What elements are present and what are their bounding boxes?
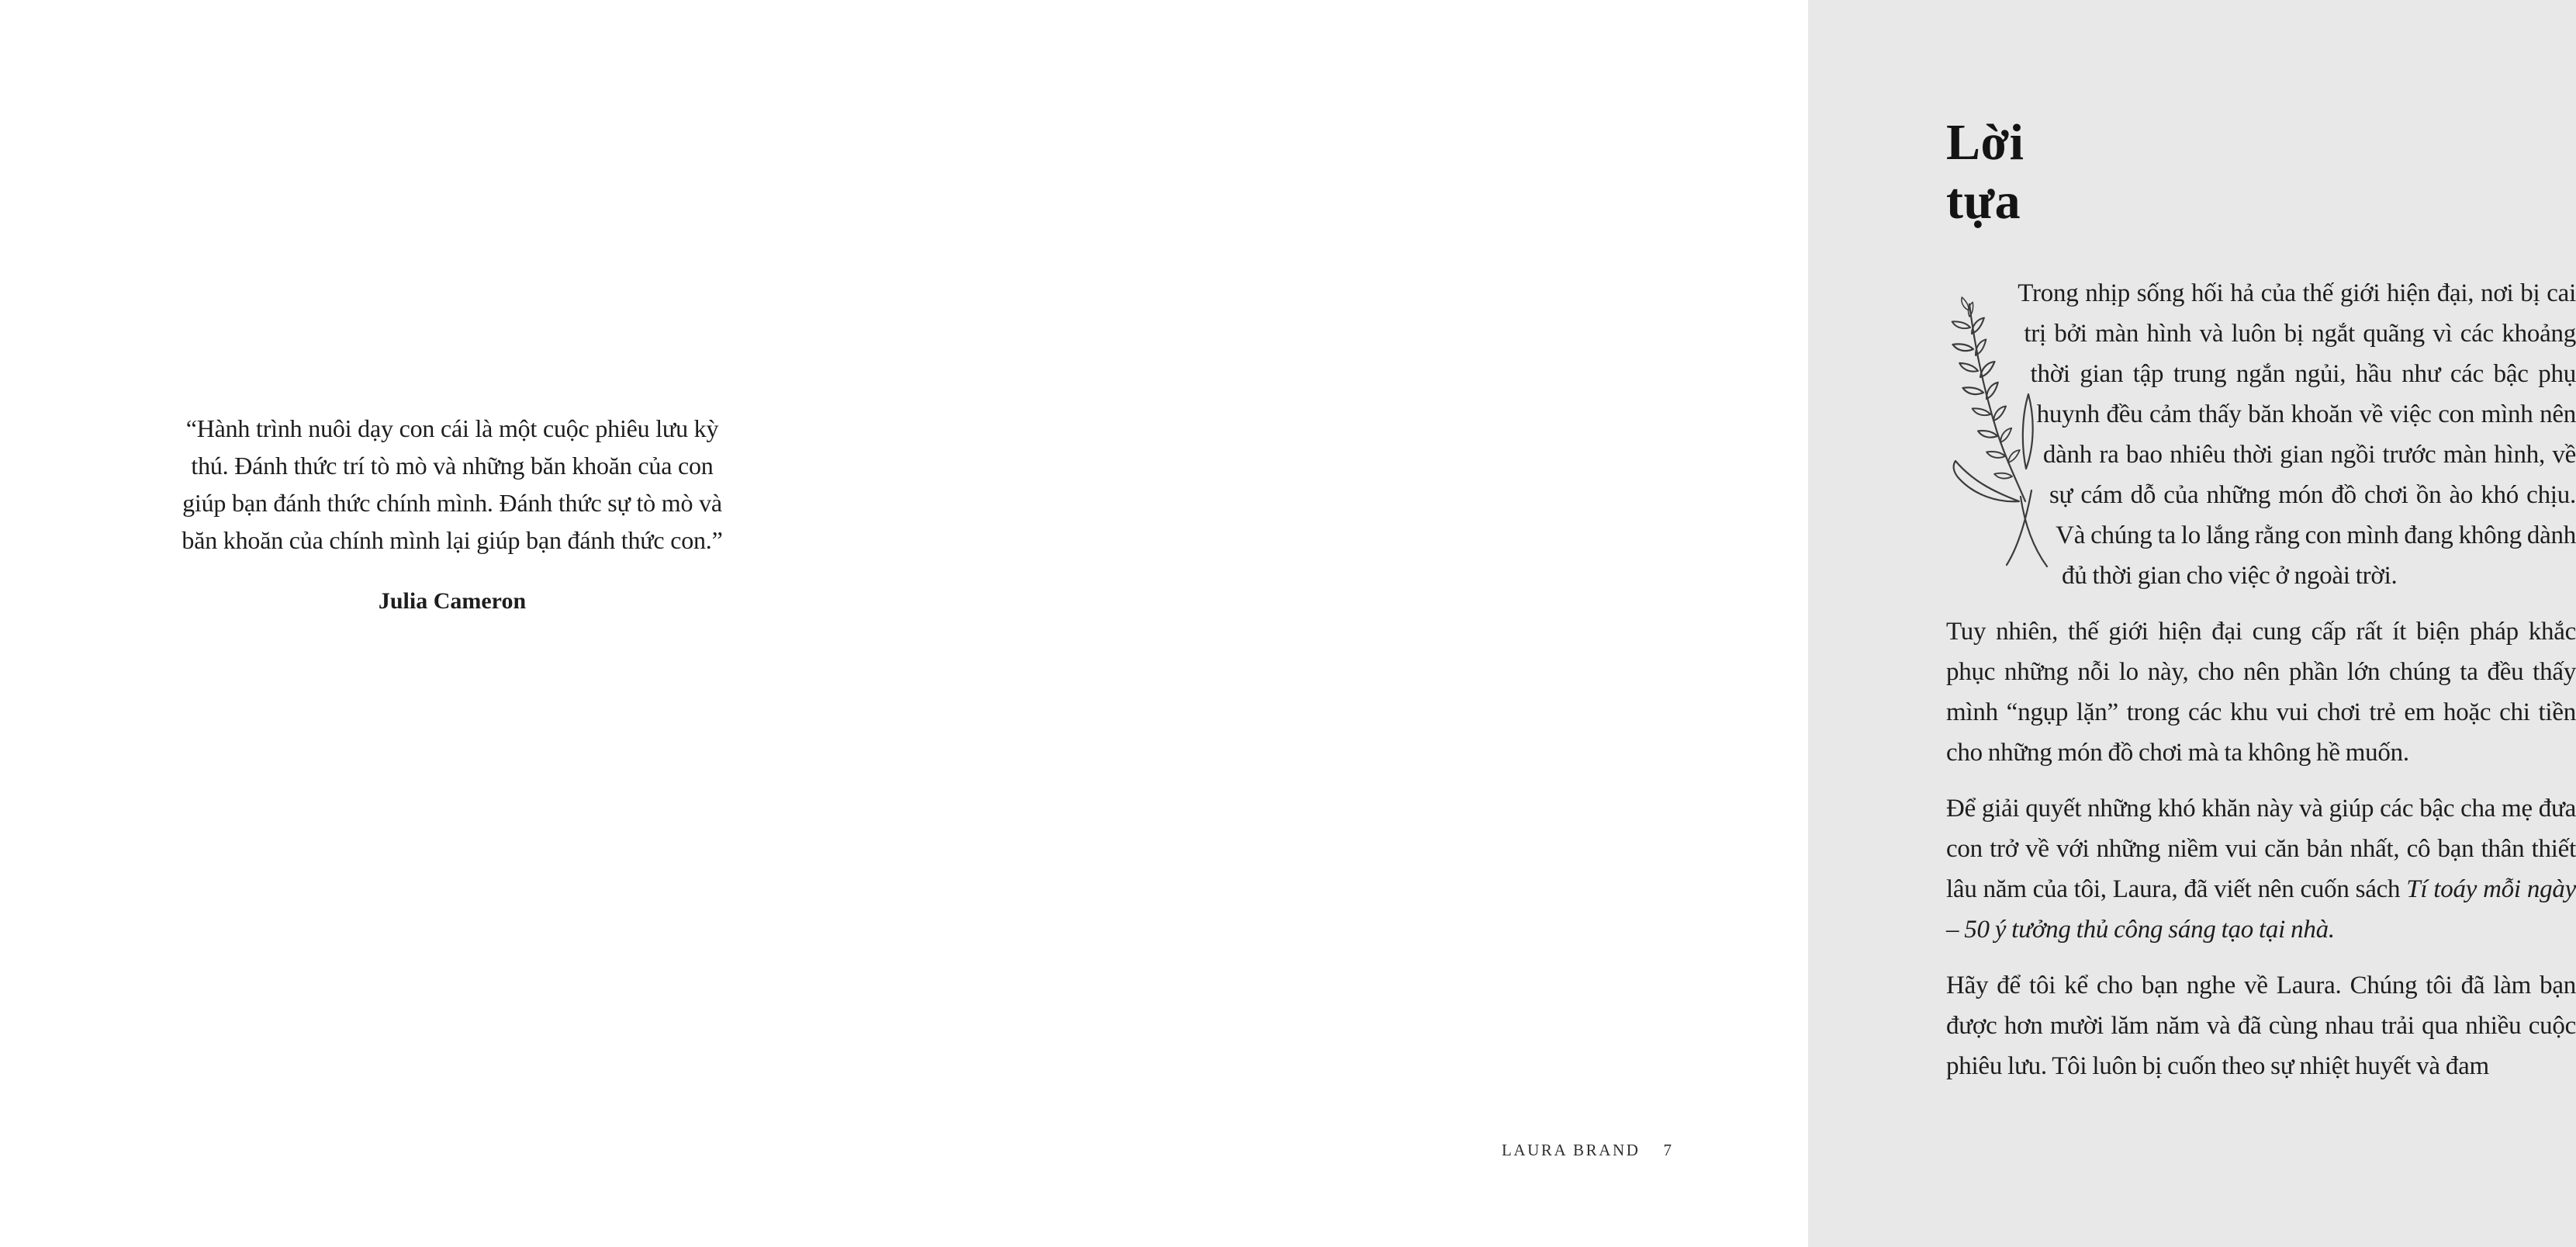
book-title-italic: Tí toáy mỗi ngày – 50 ý tưởng thủ công sáng tạo tại nhà. (1946, 875, 2576, 944)
paragraph (1946, 611, 2576, 773)
page-footer (1502, 1141, 1672, 1160)
chapter-title: Lời tựa (1946, 114, 2024, 230)
paragraph (1946, 788, 2576, 950)
paragraph-text: Hãy để tôi kể cho bạn nghe về Laura. Chúng tôi đã làm bạn được hơn mười lăm năm và đã cùng nhau trải qua nhiều cuộc phiêu lưu. Tôi luôn bị cuốn theo sự nhiệt huyết và đam (1946, 972, 2576, 1080)
paragraph (1946, 965, 2576, 1086)
running-head: LAURA BRAND (1501, 1141, 1641, 1159)
quote-block (175, 410, 730, 615)
paragraph-text: Trong nhịp sống hối hả của thế giới hiện đại, nơi bị cai trị bởi màn hình và luôn bị ngắt quãng vì các khoảng thời gian tập trung ngắn ngủi, hầu như các bậc phụ huynh đều cảm thấy băn khoăn về việc con mình nên dành ra bao nhiêu thời gian ngồi trước màn hình, về sự cám dỗ của những món đồ chơi ồn ào khó chịu. Và chúng ta lo lắng rằng con mình đang không dành đủ thời gian cho việc ở ngoài trời. (2018, 279, 2576, 590)
paragraph-text: Để giải quyết những khó khăn này và giúp các bậc cha mẹ đưa con trở về với những niềm vui căn bản nhất, cô bạn thân thiết lâu năm của tôi, Laura, đã viết nên cuốn sách (1946, 795, 2576, 903)
quote-text: “Hành trình nuôi dạy con cái là một cuộc phiêu lưu kỳ thú. Đánh thức trí tò mò và những băn khoăn của con giúp bạn đánh thức chính mình. Đánh thức sự tò mò và băn khoăn của chính mình lại giúp bạn đánh thức con.” (182, 414, 723, 554)
right-page (904, 0, 2576, 1247)
paragraph-text: Tuy nhiên, thế giới hiện đại cung cấp rất ít biện pháp khắc phục những nỗi lo này, cho nên phần lớn chúng ta đều thấy mình “ngụp lặn” trong các khu vui chơi trẻ em hoặc chi tiền cho những món đồ chơi mà ta không hề muốn. (1946, 618, 2576, 767)
quote-attribution: Julia Cameron (378, 588, 527, 614)
body-text (1946, 273, 2576, 1102)
sprig-leaves (1952, 296, 2022, 482)
page-number: 7 (1663, 1141, 1672, 1159)
left-page (0, 0, 904, 1247)
paragraph (1946, 273, 2576, 596)
